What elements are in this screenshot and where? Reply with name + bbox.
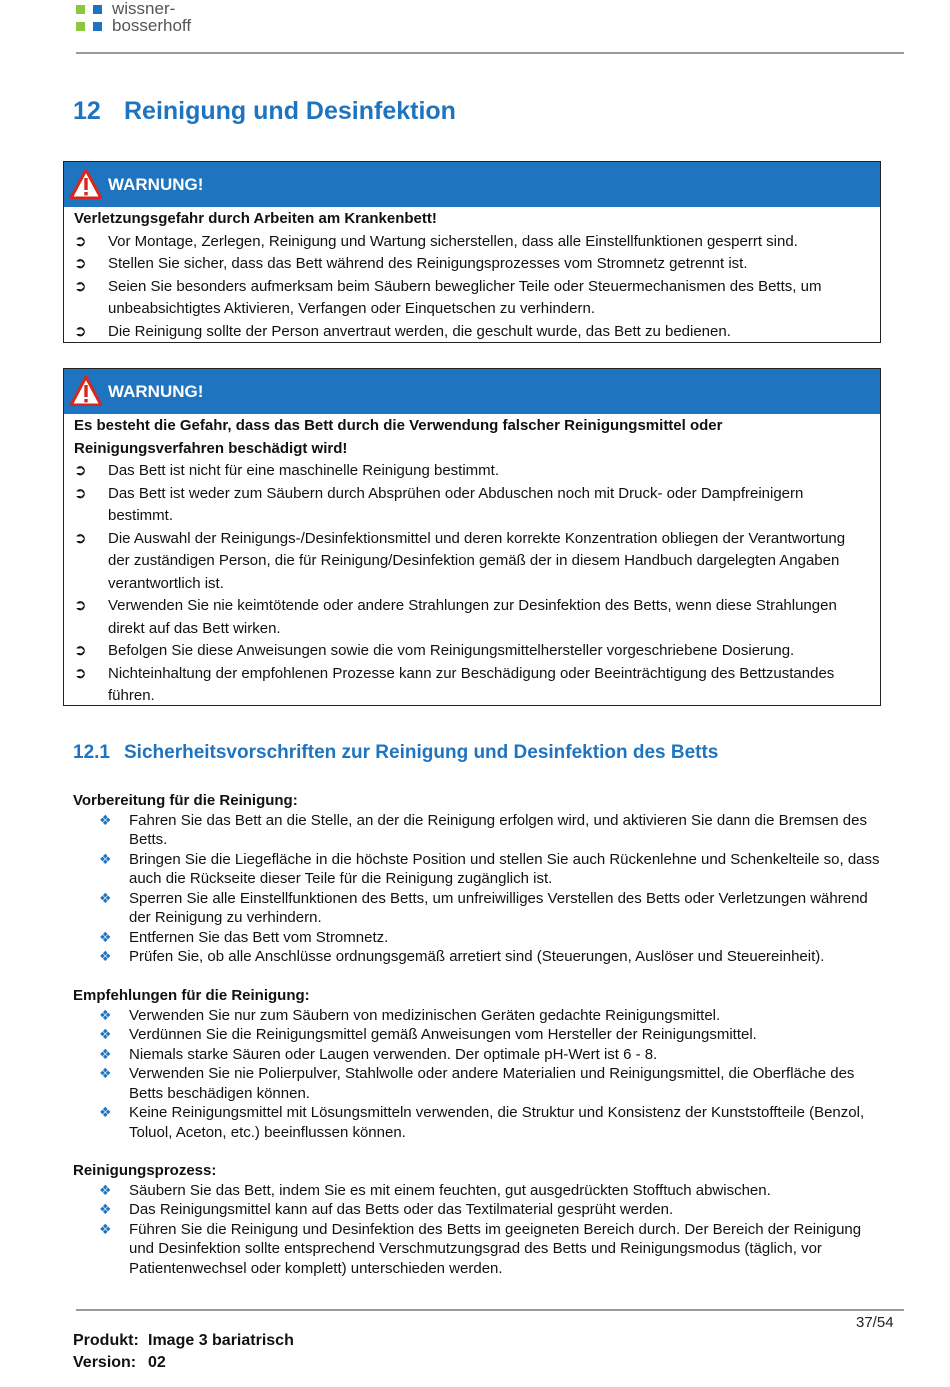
- list-item: [73, 1103, 883, 1142]
- logo-square-1: [76, 5, 85, 14]
- footer-version-value: 02: [148, 1354, 166, 1371]
- section-recommendations: [73, 986, 883, 1142]
- list-item-text: Das Bett ist nicht für eine maschinelle Reinigung bestimmt.: [108, 462, 500, 479]
- arrow-icon: ➲: [74, 322, 87, 340]
- diamond-bullet-icon: ❖: [99, 1045, 112, 1062]
- list-item-text: Säubern Sie das Bett, indem Sie es mit einem feuchten, gut ausgedrückten Stofftuch abwischen.: [129, 1181, 771, 1199]
- footer-version: [73, 1354, 166, 1372]
- warning-header: [64, 369, 880, 414]
- list-item-text: Keine Reinigungsmittel mit Lösungsmitteln verwenden, die Struktur und Konsistenz der Kunststoffteile (Benzol, Toluol, Aceton, etc.) beeinflussen können.: [129, 1104, 865, 1141]
- list-item: [74, 231, 870, 254]
- footer-product: [73, 1332, 294, 1350]
- warning-label: WARNUNG!: [108, 382, 204, 401]
- logo-square-4: [93, 22, 102, 31]
- list-item: [73, 1220, 883, 1279]
- bullet-list: [73, 1181, 883, 1279]
- section-preparation: [73, 791, 883, 967]
- arrow-icon: ➲: [74, 484, 87, 502]
- warning-header: [64, 162, 880, 207]
- list-item-text: Die Auswahl der Reinigungs-/Desinfektionsmittel und deren korrekte Konzentration obliegen der Verantwortung der zuständigen Person, die für Reinigung/Desinfektion gemäß der in diesem Handbuch dargelegten Angaben verantwortlich ist.: [108, 529, 846, 592]
- arrow-icon: ➲: [74, 462, 87, 479]
- list-item: [74, 253, 870, 276]
- list-item-text: Bringen Sie die Liegefläche in die höchste Position und stellen Sie auch Rückenlehne und Schenkelteile so, dass auch die Rückseite dieser Teile für die Reinigung zugänglich ist.: [129, 850, 880, 887]
- section-heading: [73, 742, 718, 764]
- bullet-list: [73, 1006, 883, 1143]
- footer-rule: [76, 1309, 904, 1311]
- arrow-icon: ➲: [74, 277, 87, 295]
- section-subtitle: Reinigungsprozess:: [73, 1162, 217, 1179]
- list-item-text: Das Bett ist weder zum Säubern durch Absprühen oder Abduschen noch mit Druck- oder Dampfreinigern bestimmt.: [108, 484, 804, 524]
- list-item-text: Führen Sie die Reinigung und Desinfektion des Betts im geeigneten Bereich durch. Der Bereich der Reinigung und Desinfektion sollte entsprechend Verschmutzungsgrad des Betts und Reinigungsmodus (täglich, vor Patientenwechsel oder komplett) unterschieden werden.: [129, 1220, 862, 1277]
- footer-version-label: Version:: [73, 1354, 137, 1371]
- diamond-bullet-icon: ❖: [99, 1104, 112, 1120]
- diamond-bullet-icon: ❖: [99, 1006, 112, 1023]
- warning-list: [74, 231, 870, 344]
- arrow-icon: ➲: [74, 597, 87, 614]
- section-number: 12.1: [73, 742, 110, 763]
- list-item: [73, 1064, 883, 1103]
- list-item-text: Befolgen Sie diese Anweisungen sowie die vom Reinigungsmittelhersteller vorgeschriebene Dosierung.: [108, 642, 795, 659]
- arrow-icon: ➲: [74, 664, 87, 682]
- section-cleaning-process: [73, 1161, 883, 1278]
- diamond-bullet-icon: ❖: [99, 1065, 112, 1081]
- arrow-icon: ➲: [74, 642, 87, 659]
- list-item-text: Sperren Sie alle Einstellfunktionen des Betts, um unfreiwilliges Verstellen des Betts oder Verletzungen während der Reinigung zu verhindern.: [129, 889, 868, 926]
- list-item-text: Verwenden Sie nie keimtötende oder andere Strahlungen zur Desinfektion des Betts, wenn diese Strahlungen direkt auf das Bett wirken.: [108, 597, 837, 637]
- logo-square-3: [76, 22, 85, 31]
- diamond-bullet-icon: ❖: [99, 1201, 112, 1217]
- list-item-text: Nichteinhaltung der empfohlenen Prozesse kann zur Beschädigung oder Beeinträchtigung des Bettzustandes führen.: [108, 664, 835, 704]
- diamond-bullet-icon: ❖: [99, 850, 112, 867]
- list-item-text: Verwenden Sie nur zum Säubern von medizinischen Geräten gedachte Reinigungsmittel.: [129, 1006, 721, 1024]
- chapter-heading: [73, 97, 456, 126]
- header-rule: [76, 52, 904, 54]
- list-item-text: Verdünnen Sie die Reinigungsmittel gemäß Anweisungen vom Hersteller der Reinigungsmittel.: [129, 1026, 757, 1043]
- warning-lead: Verletzungsgefahr durch Arbeiten am Krankenbett!: [74, 210, 437, 227]
- list-item: [74, 483, 870, 528]
- bullet-list: [73, 811, 883, 967]
- list-item-text: Prüfen Sie, ob alle Anschlüsse ordnungsgemäß arretiert sind (Steuerungen, Auslöser und Steuereinheit).: [129, 948, 825, 965]
- list-item-text: Die Reinigung sollte der Person anvertraut werden, die geschult wurde, das Bett zu bedienen.: [108, 322, 731, 340]
- diamond-bullet-icon: ❖: [99, 811, 112, 828]
- list-item: [74, 640, 870, 663]
- warning-body: [64, 207, 880, 344]
- list-item-text: Stellen Sie sicher, dass das Bett während des Reinigungsprozesses vom Stromnetz getrennt ist.: [108, 255, 748, 272]
- diamond-bullet-icon: ❖: [99, 1220, 112, 1237]
- list-item: [73, 947, 883, 967]
- warning-triangle-icon: [70, 169, 102, 199]
- warning-label: WARNUNG!: [108, 175, 204, 194]
- arrow-icon: ➲: [74, 529, 87, 547]
- warning-box-1: [63, 161, 881, 343]
- list-item-text: Vor Montage, Zerlegen, Reinigung und Wartung sicherstellen, dass alle Einstellfunktionen gesperrt sind.: [108, 232, 798, 250]
- list-item: [73, 1025, 883, 1045]
- list-item: [74, 528, 870, 596]
- list-item: [73, 1045, 883, 1065]
- list-item: [73, 1200, 883, 1220]
- list-item-text: Niemals starke Säuren oder Laugen verwenden. Der optimale pH-Wert ist 6 - 8.: [129, 1045, 658, 1063]
- list-item: [73, 850, 883, 889]
- list-item-text: Verwenden Sie nie Polierpulver, Stahlwolle oder andere Materialien und Reinigungsmittel, die Oberfläche des Betts beschädigen können.: [129, 1065, 855, 1102]
- list-item: [74, 595, 870, 640]
- list-item-text: Entfernen Sie das Bett vom Stromnetz.: [129, 928, 389, 946]
- warning-body: [64, 414, 880, 709]
- diamond-bullet-icon: ❖: [99, 948, 112, 964]
- logo-text-line2: bosserhoff: [112, 16, 192, 35]
- list-item: [74, 460, 870, 483]
- section-subtitle: Empfehlungen für die Reinigung:: [73, 987, 310, 1004]
- arrow-icon: ➲: [74, 232, 87, 250]
- list-item: [74, 276, 870, 321]
- list-item-text: Fahren Sie das Bett an die Stelle, an der die Reinigung erfolgen wird, und aktivieren Sie dann die Bremsen des Betts.: [129, 811, 867, 848]
- chapter-title: Reinigung und Desinfektion: [124, 97, 456, 125]
- footer-product-label: Produkt:: [73, 1332, 139, 1349]
- logo-square-2: [93, 5, 102, 14]
- section-subtitle: Vorbereitung für die Reinigung:: [73, 792, 298, 809]
- list-item: [73, 889, 883, 928]
- warning-triangle-icon: [70, 376, 102, 406]
- warning-list: [74, 460, 870, 708]
- list-item-text: Das Reinigungsmittel kann auf das Betts oder das Textilmaterial gesprüht werden.: [129, 1201, 674, 1218]
- list-item-text: Seien Sie besonders aufmerksam beim Säubern beweglicher Teile oder Steuermechanismen des Betts, um unbeabsichtigtes Aktivieren, Verfangen oder Einquetschen zu verhindern.: [108, 277, 822, 317]
- list-item: [74, 321, 870, 344]
- footer-product-value: Image 3 bariatrisch: [148, 1332, 294, 1349]
- list-item: [73, 811, 883, 850]
- arrow-icon: ➲: [74, 255, 87, 272]
- page-number: 37/54: [856, 1314, 894, 1331]
- warning-lead: Es besteht die Gefahr, dass das Bett durch die Verwendung falscher Reinigungsmittel oder Reinigungsverfahren beschädigt wird!: [74, 417, 723, 457]
- diamond-bullet-icon: ❖: [99, 928, 112, 945]
- section-title: Sicherheitsvorschriften zur Reinigung und Desinfektion des Betts: [124, 742, 719, 763]
- list-item: [74, 663, 870, 708]
- list-item: [73, 928, 883, 948]
- diamond-bullet-icon: ❖: [99, 1026, 112, 1042]
- chapter-number: 12: [73, 97, 101, 125]
- diamond-bullet-icon: ❖: [99, 1181, 112, 1198]
- list-item: [73, 1181, 883, 1201]
- warning-box-2: [63, 368, 881, 706]
- diamond-bullet-icon: ❖: [99, 889, 112, 906]
- list-item: [73, 1006, 883, 1026]
- logo-text-line1: wissner-: [112, 0, 176, 18]
